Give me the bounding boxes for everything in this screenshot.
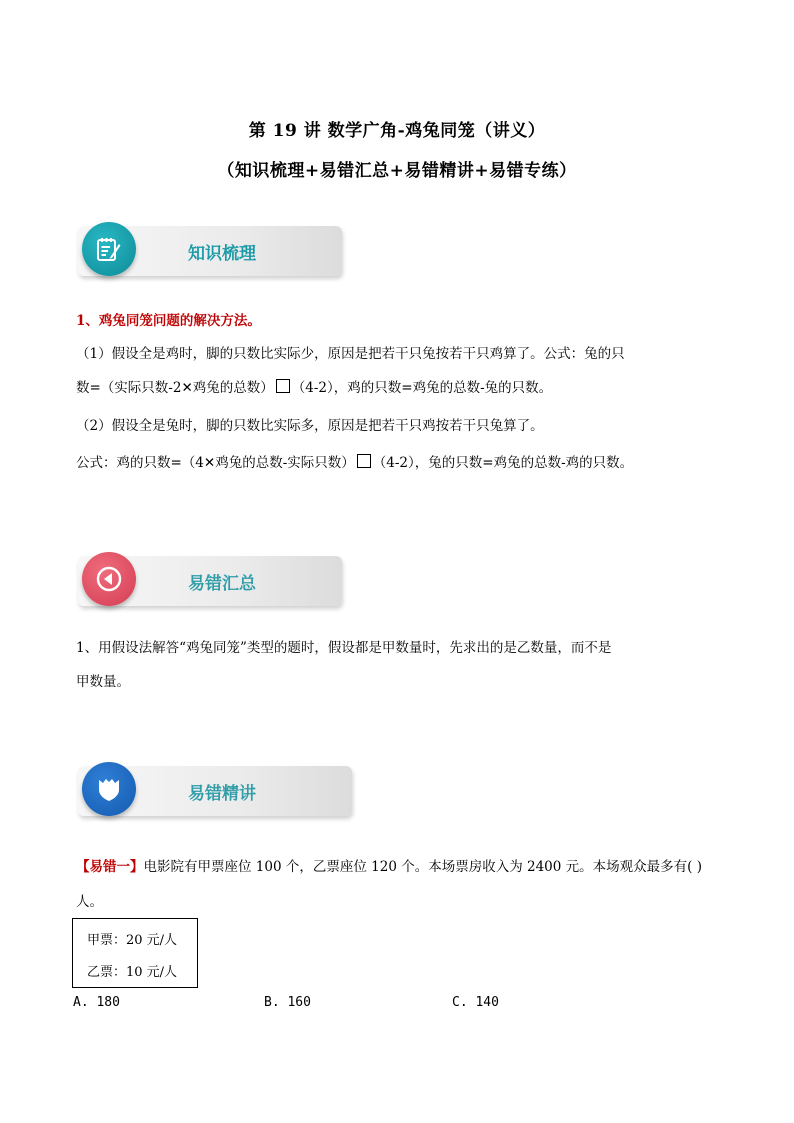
example-question — [76, 857, 702, 877]
formula-part: （4-2），兔的只数=鸡兔的总数-鸡的只数。 — [372, 455, 634, 471]
section-icon-badge — [82, 762, 136, 816]
summary-line1: 1、用假设法解答“鸡兔同笼”类型的题时，假设都是甲数量时，先求出的是乙数量，而不是 — [76, 640, 612, 656]
section-banner-knowledge — [78, 226, 342, 276]
section-label: 易错汇总 — [188, 574, 256, 594]
choice-c[interactable]: C. 140 — [452, 995, 499, 1010]
formula-part: 公式：鸡的只数=（4✕鸡兔的总数-实际只数） — [76, 455, 355, 471]
shield-icon — [95, 775, 123, 803]
error-tag: 【易错一】 — [76, 859, 144, 875]
page-title: 第 19 讲 数学广角-鸡兔同笼（讲义） — [248, 121, 546, 141]
knowledge-p1-line1: （1）假设全是鸡时，脚的只数比实际少，原因是把若干只兔按若干只鸡算了。公式：兔的只 — [76, 346, 625, 362]
example-question-cont: 人。 — [76, 894, 103, 910]
section-label: 易错精讲 — [188, 784, 256, 804]
notepad-pen-icon — [95, 235, 123, 263]
play-back-icon — [95, 565, 123, 593]
price-b: 乙票：10 元/人 — [87, 965, 178, 980]
section-icon-badge — [82, 222, 136, 276]
blank-box — [357, 454, 371, 468]
section-banner-summary — [78, 556, 342, 606]
page-subtitle: （知识梳理+易错汇总+易错精讲+易错专练） — [217, 161, 577, 181]
question-text: 电影院有甲票座位 100 个，乙票座位 120 个。本场票房收入为 2400 元。本场观众最多有( ) — [143, 859, 702, 875]
blank-box — [276, 379, 290, 393]
knowledge-p3 — [76, 453, 633, 473]
knowledge-p1-line2 — [76, 378, 552, 398]
formula-part: （4-2），鸡的只数=鸡兔的总数-兔的只数。 — [291, 380, 553, 396]
section-banner-explain — [78, 766, 352, 816]
choice-a[interactable]: A. 180 — [73, 995, 120, 1010]
knowledge-p2: （2）假设全是兔时，脚的只数比实际多，原因是把若干只鸡按若干只兔算了。 — [76, 418, 544, 434]
price-a: 甲票：20 元/人 — [87, 933, 178, 948]
section-icon-badge — [82, 552, 136, 606]
choice-b[interactable]: B. 160 — [264, 995, 311, 1010]
formula-part: 数=（实际只数-2✕鸡兔的总数） — [76, 380, 274, 396]
summary-line2: 甲数量。 — [76, 674, 130, 690]
price-table — [72, 918, 198, 988]
section-label: 知识梳理 — [188, 244, 256, 264]
knowledge-heading: 1、鸡兔同笼问题的解决方法。 — [76, 313, 261, 329]
